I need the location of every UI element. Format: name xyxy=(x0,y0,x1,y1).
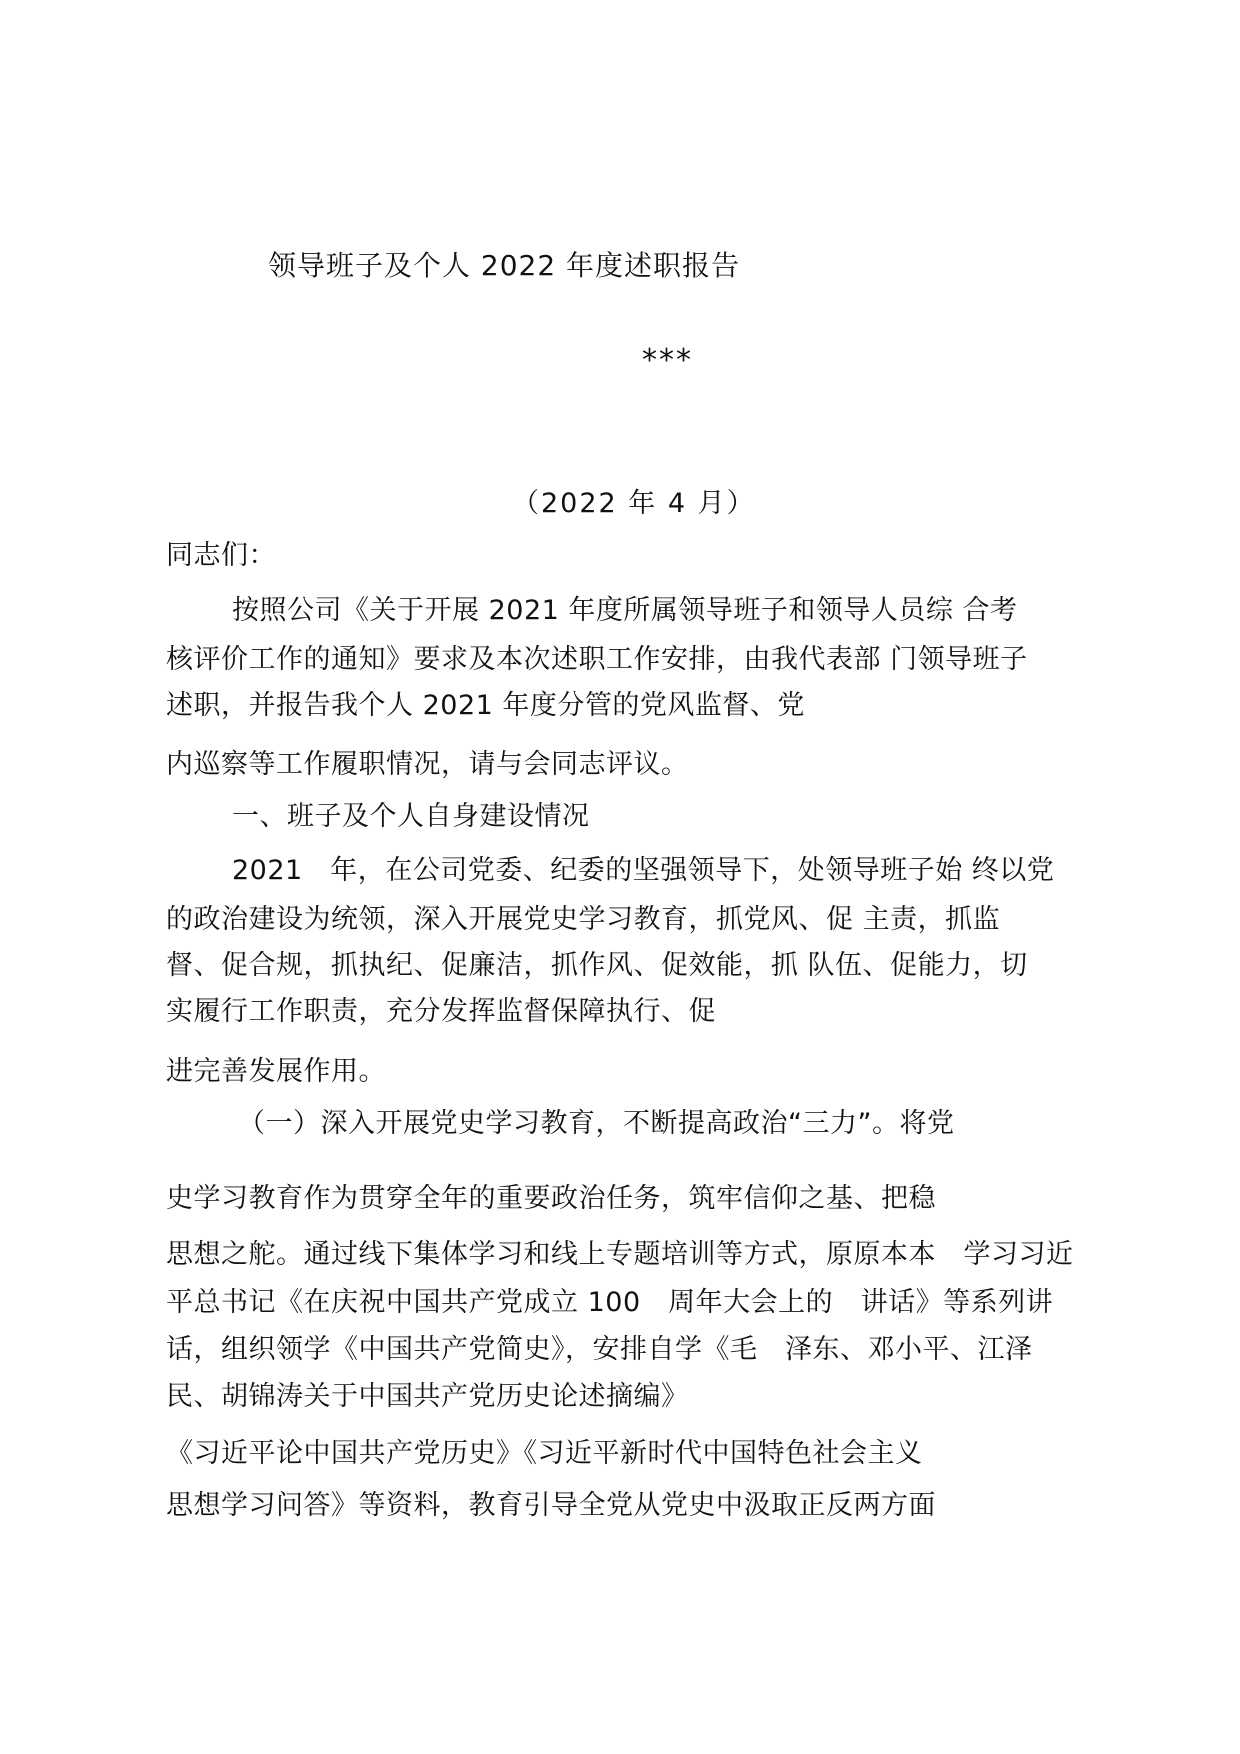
body-line: 按照公司《关于开展 2021 年度所属领导班子和领导人员综 合考 xyxy=(232,595,1018,626)
document-title: 领导班子及个人 2022 年度述职报告 xyxy=(268,249,741,282)
body-line: 思想之舵。通过线下集体学习和线上专题培训等方式，原原本本 学习习近 xyxy=(166,1239,1074,1270)
body-line: 《习近平论中国共产党历史》《习近平新时代中国特色社会主义 xyxy=(166,1438,923,1469)
body-line: 平总书记《在庆祝中国共产党成立 100 周年大会上的 讲话》等系列讲 xyxy=(166,1287,1054,1318)
body-line: 核评价工作的通知》要求及本次述职工作安排，由我代表部 门领导班子 xyxy=(166,644,1028,675)
salutation: 同志们： xyxy=(166,540,276,571)
body-line: 实履行工作职责，充分发挥监督保障执行、促 xyxy=(166,996,716,1027)
subsection-heading: （一）深入开展党史学习教育，不断提高政治“三力”。将党 xyxy=(238,1108,955,1139)
document-date: （2022 年 4 月） xyxy=(512,488,756,519)
body-line: 史学习教育作为贯穿全年的重要政治任务，筑牢信仰之基、把稳 xyxy=(166,1183,936,1214)
document-author: *** xyxy=(642,343,693,378)
body-line: 思想学习问答》等资料，教育引导全党从党史中汲取正反两方面 xyxy=(166,1490,936,1521)
body-line: 进完善发展作用。 xyxy=(166,1056,386,1087)
body-line: 话，组织领学《中国共产党简史》，安排自学《毛 泽东、邓小平、江泽 xyxy=(166,1334,1033,1365)
body-line: 督、促合规，抓执纪、促廉洁，抓作风、促效能，抓 队伍、促能力，切 xyxy=(166,950,1028,981)
body-line: 的政治建设为统领，深入开展党史学习教育，抓党风、促 主责，抓监 xyxy=(166,904,1001,935)
section-heading: 一、班子及个人自身建设情况 xyxy=(232,801,590,832)
body-line: 内巡察等工作履职情况，请与会同志评议。 xyxy=(166,749,689,780)
body-line: 民、胡锦涛关于中国共产党历史论述摘编》 xyxy=(166,1381,689,1412)
body-line: 2021 年，在公司党委、纪委的坚强领导下，处领导班子始 终以党 xyxy=(232,855,1055,886)
body-line: 述职，并报告我个人 2021 年度分管的党风监督、党 xyxy=(166,690,805,721)
